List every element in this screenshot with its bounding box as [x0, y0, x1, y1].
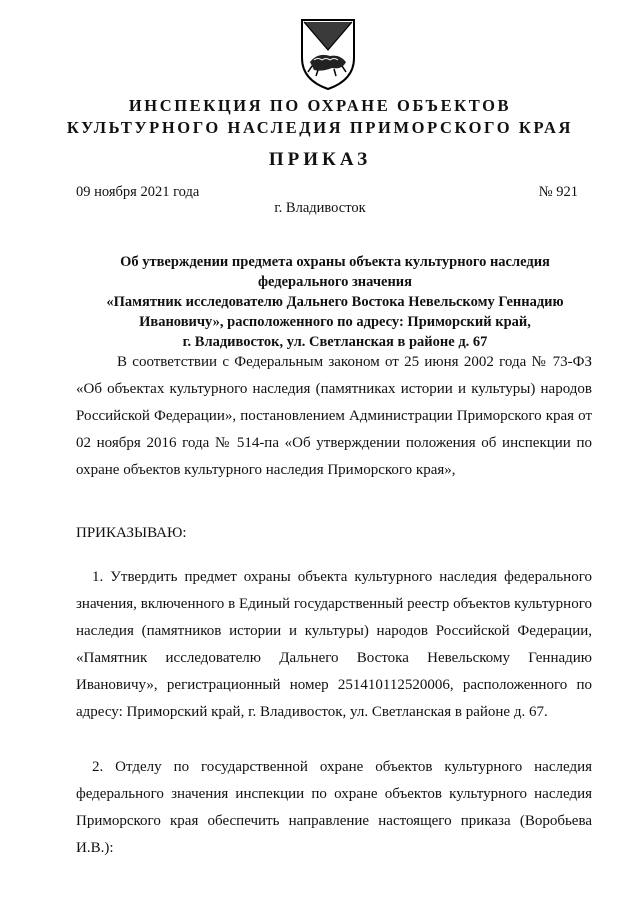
order-item-1: 1. Утвердить предмет охраны объекта культурного наследия федерального значения, включенного в Единый государственный реестр объектов культурного наследия (памятников истории и культуры) народов Российской Федерации, «Памятник исследователю Дальнего Востока Невельскому Геннадию Ивановичу», регистрационный номер 251410112520006, расположенного по адресу: Приморский край, г. Владивосток, ул. Светланская в районе д. 67. — [76, 569, 592, 720]
order-directive-word: ПРИКАЗЫВАЮ: — [76, 525, 187, 541]
subject-line-4: Ивановичу», расположенного по адресу: Приморский край, — [139, 314, 531, 330]
order-number: № 921 — [538, 184, 578, 200]
coat-of-arms-icon — [296, 14, 360, 92]
order-subject — [90, 252, 580, 352]
legal-basis-paragraph: В соответствии с Федеральным законом от 25 июня 2002 года № 73-ФЗ «Об объектах культурного наследия (памятниках истории и культуры) народов Российской Федерации», постановлением Администрации Приморского края от 02 ноября 2016 года № 514-па «Об утверждении положения об инспекции по охране объектов культурного наследия Приморского края», — [76, 354, 592, 478]
document-type-title: ПРИКАЗ — [268, 149, 372, 170]
subject-line-3: «Памятник исследователю Дальнего Востока Невельскому Геннадию — [106, 294, 564, 310]
subject-line-5: г. Владивосток, ул. Светланская в районе д. 67 — [182, 334, 488, 350]
order-date: 09 ноября 2021 года — [76, 184, 200, 200]
order-item-2: 2. Отделу по государственной охране объектов культурного наследия федерального значения инспекции по охране объектов культурного наследия Приморского края обеспечить направление настоящего приказа (Воробьева И.В.): — [76, 759, 592, 856]
subject-line-2: федерального значения — [257, 274, 412, 290]
agency-name-line-1: ИНСПЕКЦИЯ ПО ОХРАНЕ ОБЪЕКТОВ — [128, 96, 512, 115]
agency-name-line-2: КУЛЬТУРНОГО НАСЛЕДИЯ ПРИМОРСКОГО КРАЯ — [66, 118, 574, 137]
order-city: г. Владивосток — [274, 200, 366, 216]
subject-line-1: Об утверждении предмета охраны объекта культурного наследия — [120, 254, 550, 270]
